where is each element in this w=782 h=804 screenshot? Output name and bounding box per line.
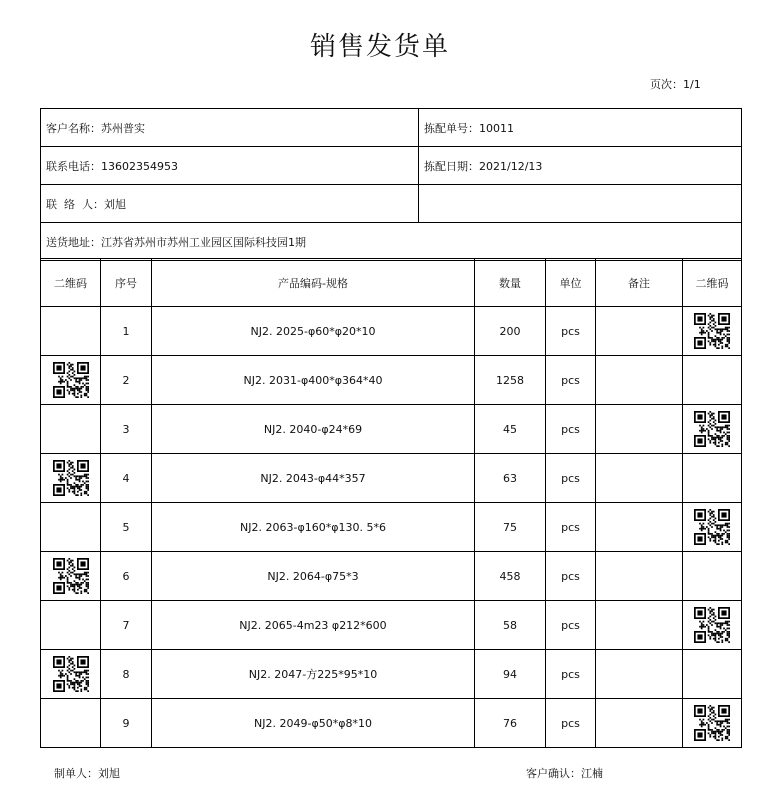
note-cell — [596, 356, 683, 405]
product-code-cell: NJ2. 2047-方225*95*10 — [152, 650, 475, 699]
pick-date-value: 2021/12/13 — [479, 159, 543, 173]
product-code-cell: NJ2. 2065-4m23 φ212*600 — [152, 601, 475, 650]
maker-value: 刘旭 — [98, 767, 120, 780]
pick-number-label: 拣配单号： — [424, 121, 479, 135]
table-row — [41, 650, 742, 699]
maker — [54, 765, 120, 781]
seq-cell: 3 — [101, 405, 152, 454]
qr-left-cell — [41, 356, 101, 405]
maker-label: 制单人： — [54, 767, 98, 780]
phone-value: 13602354953 — [101, 159, 178, 173]
seq-cell: 7 — [101, 601, 152, 650]
table-row — [41, 454, 742, 503]
items-table — [40, 258, 742, 748]
customer-name-label: 客户名称： — [46, 121, 101, 135]
qr-code-icon — [53, 460, 89, 496]
seq-cell: 6 — [101, 552, 152, 601]
pick-number-cell — [419, 109, 742, 147]
empty-cell — [419, 185, 742, 223]
note-cell — [596, 552, 683, 601]
unit-cell: pcs — [546, 699, 596, 748]
header-note: 备注 — [596, 259, 683, 307]
customer-name-value: 苏州普实 — [101, 121, 145, 135]
unit-cell: pcs — [546, 356, 596, 405]
info-row-customer — [41, 109, 742, 147]
contact-label: 联 络 人： — [46, 197, 104, 211]
table-row — [41, 503, 742, 552]
note-cell — [596, 601, 683, 650]
qr-code-icon — [694, 607, 730, 643]
seq-cell: 9 — [101, 699, 152, 748]
quantity-cell: 63 — [475, 454, 546, 503]
qr-left-cell — [41, 552, 101, 601]
qr-right-cell — [683, 356, 742, 405]
seq-cell: 1 — [101, 307, 152, 356]
info-row-contact — [41, 185, 742, 223]
table-row — [41, 307, 742, 356]
qr-left-cell — [41, 503, 101, 552]
page-number-label: 页次： — [650, 78, 683, 91]
note-cell — [596, 307, 683, 356]
header-qr-right: 二维码 — [683, 259, 742, 307]
qr-left-cell — [41, 405, 101, 454]
unit-cell: pcs — [546, 503, 596, 552]
header-quantity: 数量 — [475, 259, 546, 307]
customer-name-cell — [41, 109, 419, 147]
qr-right-cell — [683, 454, 742, 503]
qr-right-cell — [683, 699, 742, 748]
qr-left-cell — [41, 650, 101, 699]
product-code-cell: NJ2. 2043-φ44*357 — [152, 454, 475, 503]
quantity-cell: 458 — [475, 552, 546, 601]
phone-cell — [41, 147, 419, 185]
seq-cell: 5 — [101, 503, 152, 552]
product-code-cell: NJ2. 2063-φ160*φ130. 5*6 — [152, 503, 475, 552]
qr-code-icon — [53, 656, 89, 692]
address-value: 江苏省苏州市苏州工业园区国际科技园1期 — [101, 235, 306, 249]
qr-right-cell — [683, 601, 742, 650]
product-code-cell: NJ2. 2040-φ24*69 — [152, 405, 475, 454]
qr-right-cell — [683, 650, 742, 699]
seq-cell: 8 — [101, 650, 152, 699]
quantity-cell: 200 — [475, 307, 546, 356]
note-cell — [596, 650, 683, 699]
product-code-cell: NJ2. 2049-φ50*φ8*10 — [152, 699, 475, 748]
unit-cell: pcs — [546, 454, 596, 503]
qr-right-cell — [683, 552, 742, 601]
product-code-cell: NJ2. 2064-φ75*3 — [152, 552, 475, 601]
document-title: 销售发货单 — [309, 32, 450, 62]
info-row-phone — [41, 147, 742, 185]
note-cell — [596, 405, 683, 454]
qr-code-icon — [694, 411, 730, 447]
contact-value: 刘旭 — [104, 197, 126, 211]
customer-confirm — [526, 765, 603, 781]
qr-code-icon — [694, 313, 730, 349]
quantity-cell: 45 — [475, 405, 546, 454]
note-cell — [596, 454, 683, 503]
header-product-code: 产品编码-规格 — [152, 259, 475, 307]
qr-left-cell — [41, 454, 101, 503]
qr-code-icon — [694, 509, 730, 545]
note-cell — [596, 503, 683, 552]
customer-confirm-value: 江楠 — [581, 767, 603, 780]
qr-code-icon — [694, 705, 730, 741]
seq-cell: 2 — [101, 356, 152, 405]
customer-confirm-label: 客户确认： — [526, 767, 581, 780]
phone-label: 联系电话： — [46, 159, 101, 173]
qr-left-cell — [41, 601, 101, 650]
address-cell — [41, 223, 742, 261]
product-code-cell: NJ2. 2025-φ60*φ20*10 — [152, 307, 475, 356]
quantity-cell: 75 — [475, 503, 546, 552]
quantity-cell: 1258 — [475, 356, 546, 405]
header-qr-left: 二维码 — [41, 259, 101, 307]
pick-date-label: 拣配日期： — [424, 159, 479, 173]
pick-number-value: 10011 — [479, 121, 514, 135]
table-row — [41, 356, 742, 405]
seq-cell: 4 — [101, 454, 152, 503]
unit-cell: pcs — [546, 601, 596, 650]
table-row — [41, 699, 742, 748]
table-row — [41, 405, 742, 454]
note-cell — [596, 699, 683, 748]
unit-cell: pcs — [546, 307, 596, 356]
unit-cell: pcs — [546, 552, 596, 601]
info-row-address — [41, 223, 742, 261]
table-row — [41, 601, 742, 650]
qr-code-icon — [53, 558, 89, 594]
quantity-cell: 94 — [475, 650, 546, 699]
qr-right-cell — [683, 405, 742, 454]
quantity-cell: 76 — [475, 699, 546, 748]
quantity-cell: 58 — [475, 601, 546, 650]
header-unit: 单位 — [546, 259, 596, 307]
items-header-row — [41, 259, 742, 307]
order-info-table — [40, 108, 742, 261]
qr-right-cell — [683, 307, 742, 356]
table-row — [41, 552, 742, 601]
qr-left-cell — [41, 307, 101, 356]
product-code-cell: NJ2. 2031-φ400*φ364*40 — [152, 356, 475, 405]
page-number — [650, 76, 701, 92]
page-number-value: 1/1 — [683, 78, 701, 91]
qr-left-cell — [41, 699, 101, 748]
address-label: 送货地址： — [46, 235, 101, 249]
qr-code-icon — [53, 362, 89, 398]
unit-cell: pcs — [546, 405, 596, 454]
pick-date-cell — [419, 147, 742, 185]
qr-right-cell — [683, 503, 742, 552]
contact-cell — [41, 185, 419, 223]
header-seq: 序号 — [101, 259, 152, 307]
unit-cell: pcs — [546, 650, 596, 699]
